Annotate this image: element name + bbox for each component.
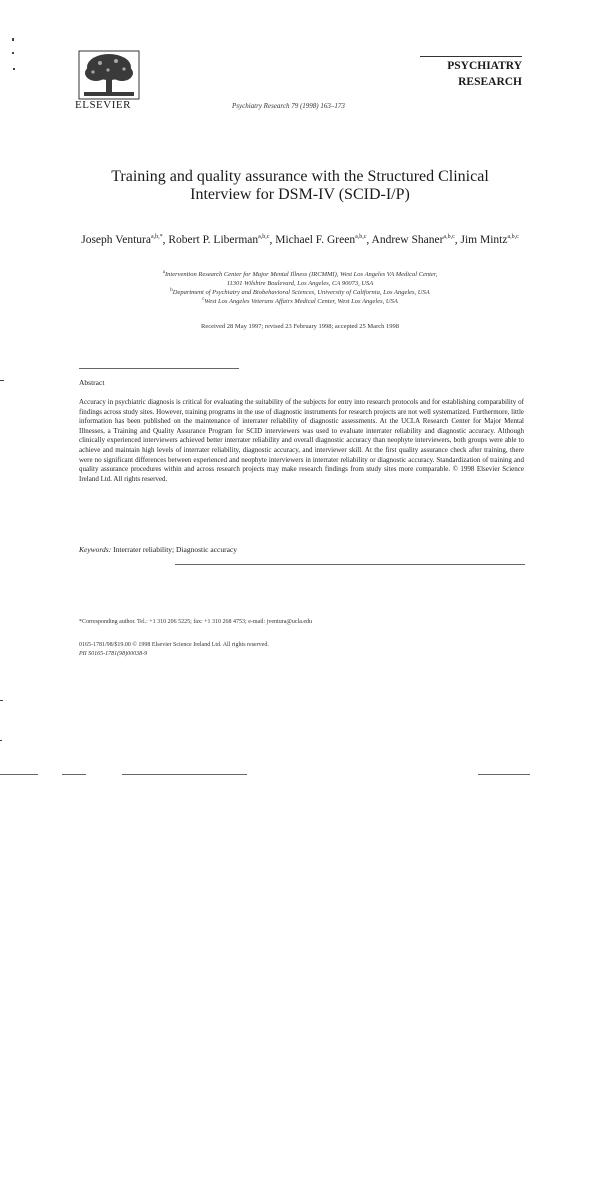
scan-mark [12, 38, 14, 41]
scan-rule [478, 774, 530, 775]
author-separator: , [162, 233, 169, 246]
author-affiliation-mark: a,b,c [507, 234, 519, 240]
scan-mark [12, 52, 14, 54]
title-line-2: Interview for DSM-IV (SCID-I/P) [190, 186, 410, 203]
author-name: Joseph Ventura [81, 233, 151, 246]
scan-mark [0, 740, 2, 741]
author-affiliation-mark: a,b,* [150, 234, 163, 240]
author-affiliation-mark: a,b,c [355, 234, 367, 240]
scan-rule [122, 774, 247, 775]
title-line-1: Training and quality assurance with the Structured Clinical [111, 168, 489, 185]
journal-name-line1: PSYCHIATRY [447, 60, 522, 72]
journal-rule [420, 56, 522, 57]
author-name: Andrew Shaner [371, 233, 444, 246]
received-dates: Received 28 May 1997; revised 23 February 1998; accepted 25 March 1998 [200, 323, 399, 330]
journal-name-line2: RESEARCH [458, 76, 522, 88]
correspondence-note: *Corresponding author. Tel.: +1 310 206 5225; fax: +1 310 268 4753; e-mail: jventura@ucla.edu [79, 619, 313, 625]
scan-mark [13, 68, 15, 70]
keywords [79, 545, 237, 554]
scan-rule [62, 774, 86, 775]
author-name: Jim Mintz [460, 233, 508, 246]
affiliation-text: Intervention Research Center for Major Mental Illness (IRCMMI), West Los Angeles VA Medical Center, [164, 271, 438, 279]
author-list [80, 230, 520, 247]
author-name: Robert P. Liberman [168, 233, 259, 246]
article-title [60, 168, 540, 204]
author-name: Michael F. Green [275, 233, 356, 246]
scan-mark [0, 380, 4, 381]
author-separator: , [366, 233, 372, 246]
journal-citation: Psychiatry Research 79 (1998) 163–173 [232, 102, 345, 110]
author-separator: , [269, 233, 276, 246]
abstract-body: Accuracy in psychiatric diagnosis is critical for evaluating the suitability of the subjects for entry into research protocols and for establishing comparability of findings across study sites. However, training programs in the use of diagnostic instruments for research projects are not well systematized. Furthermore, little information has been published on the maintenance of interrater reliability of diagnostic assessments. At the UCLA Research Center for Major Mental Illnesses, a Training and Quality Assurance Program for SCID interviewers was used to evaluate interrater reliability and diagnostic accuracy. Although clinically experienced interviewers achieved better interrater reliability and overall diagnostic accuracy than neophyte interviewers, both groups were able to achieve and maintain high levels of interrater reliability, diagnostic accuracy, and interviewer skill. At the first quality assurance check after training, there were no significant differences between experienced and neophyte interviewers in interrater reliability or diagnostic accuracy. Standardization of training and quality assurance procedures within and across research projects may make research findings from study sites more comparable. © 1998 Elsevier Science Ireland Ltd. All rights reserved. [79, 398, 524, 483]
abstract-heading: Abstract [79, 378, 105, 387]
issn-line: 0165-1781/98/$19.00 © 1998 Elsevier Science Ireland Ltd. All rights reserved. [79, 642, 269, 648]
keywords-label: Keywords: [79, 545, 112, 554]
keywords-bottom-rule [175, 564, 525, 565]
affiliation-text: West Los Angeles Veterans Affairs Medical Center, West Los Angeles, USA [204, 298, 398, 306]
elsevier-tree-logo [78, 50, 140, 100]
issn-block [79, 641, 269, 659]
scan-rule [0, 774, 38, 775]
publisher-name: ELSEVIER [75, 99, 131, 111]
author-separator: , [454, 233, 461, 246]
affiliation-c [60, 296, 540, 307]
affiliation-text: Department of Psychiatry and Biobehavioral Sciences, University of California, Los Angeles, USA [172, 289, 430, 297]
author-affiliation-mark: a,b,c [443, 234, 455, 240]
affiliation-mark: b [170, 288, 173, 293]
scan-mark [0, 700, 3, 701]
affiliation-text: 11301 Wilshire Boulevard, Los Angeles, CA 90073, USA [226, 280, 374, 288]
author-affiliation-mark: a,b,c [258, 234, 270, 240]
pii-line: PII S0165-1781(98)00038-9 [79, 651, 148, 657]
journal-name [420, 58, 522, 90]
abstract-top-rule [79, 368, 239, 369]
affiliation-mark: a [162, 270, 165, 275]
affiliation-mark: c [202, 297, 205, 302]
keywords-text: Interrater reliability; Diagnostic accuracy [113, 545, 238, 554]
